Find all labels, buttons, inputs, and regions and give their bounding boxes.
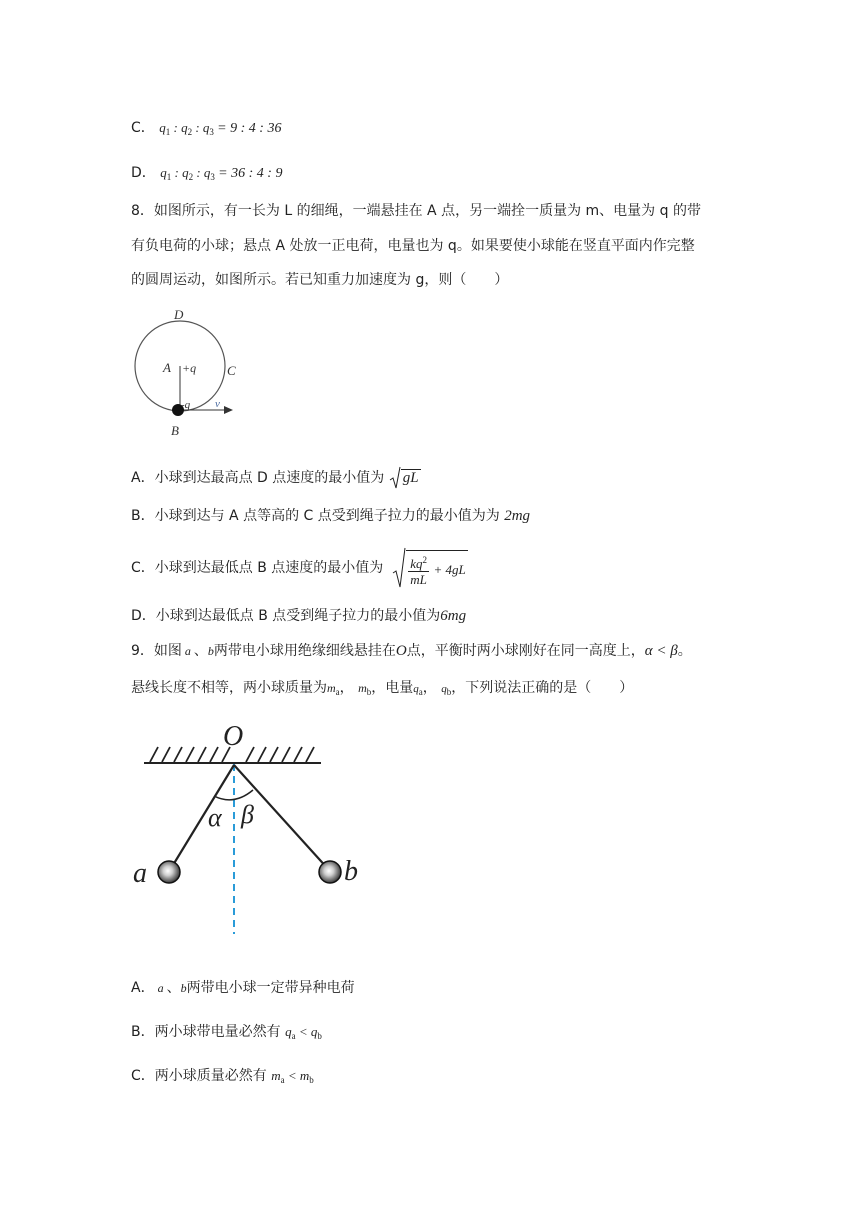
- label-O: O: [223, 721, 244, 752]
- label-a: a: [133, 858, 147, 889]
- q8-option-b: B．小球到达与 A 点等高的 C 点受到绳子拉力的最小值为为 2mg: [131, 508, 531, 524]
- q8-option-c: C．小球到达最低点 B 点速度的最小值为 $\frac{kq^2}{mL}$ + 4gL: [131, 547, 468, 589]
- q9-option-a: A． a 、b两带电小球一定带异种电荷: [131, 980, 355, 996]
- label-D: D: [174, 307, 184, 322]
- q9-option-b: B．两小球带电量必然有 $q_a < q_b$: [131, 1024, 322, 1041]
- label-alpha: α: [208, 803, 222, 832]
- q9-pendulum-figure: [128, 712, 373, 937]
- q8-stem-line3: 的圆周运动，如图所示。若已知重力加速度为 g，则（ ）: [131, 272, 509, 288]
- q9-stem-line2: 悬线长度不相等，两小球质量为$m_a$， $m_b$，电量$q_a$， $q_b$，下列说法正确的是（ ）: [131, 680, 634, 697]
- sqrt-icon: [392, 547, 406, 589]
- ball-a: [158, 861, 180, 883]
- q7-option-d-expr: $q_1$ : $q_2$ : $q_3 = 36$ : 4 : 9: [160, 165, 283, 182]
- label-plus-q: +q: [182, 361, 197, 375]
- label-beta: β: [241, 800, 254, 829]
- q8-option-a: A．小球到达最高点 D 点速度的最小值为 gL: [131, 466, 421, 490]
- q7-option-c: C． $q_1$ : $q_2$ : $q_3 = 9$ : 4 : 36: [131, 120, 282, 137]
- label-b: b: [344, 856, 358, 887]
- q8-stem-line1: 8．如图所示，有一长为 L 的细绳，一端悬挂在 A 点，另一端拴一质量为 m、电量为 q 的带: [131, 203, 701, 219]
- ball-b: [319, 861, 341, 883]
- q8-stem-line2: 有负电荷的小球；悬点 A 处放一正电荷，电量也为 q。如果要使小球能在竖直平面内作完整: [131, 238, 695, 254]
- label-minus-q: -q: [181, 399, 191, 411]
- sqrt-icon: [389, 466, 401, 490]
- label-C: C: [227, 363, 236, 378]
- q9-option-c: C．两小球质量必然有 $m_a < m_b$: [131, 1068, 314, 1085]
- label-v: v: [215, 398, 220, 410]
- q9-stem-line1: 9．如图 a 、b两带电小球用绝缘细线悬挂在O点，平衡时两小球刚好在同一高度上，α < β。: [131, 643, 692, 659]
- q8-option-d: D．小球到达最低点 B 点受到绳子拉力的最小值为6mg: [131, 608, 467, 624]
- q7-option-c-expr: $q_1$ : $q_2$ : $q_3 = 9$ : 4 : 36: [159, 120, 282, 137]
- label-A: A: [163, 360, 171, 375]
- q7-option-d: D． $q_1$ : $q_2$ : $q_3 = 36$ : 4 : 9: [131, 165, 283, 182]
- label-B: B: [171, 423, 179, 438]
- q8-circle-figure: [125, 305, 250, 440]
